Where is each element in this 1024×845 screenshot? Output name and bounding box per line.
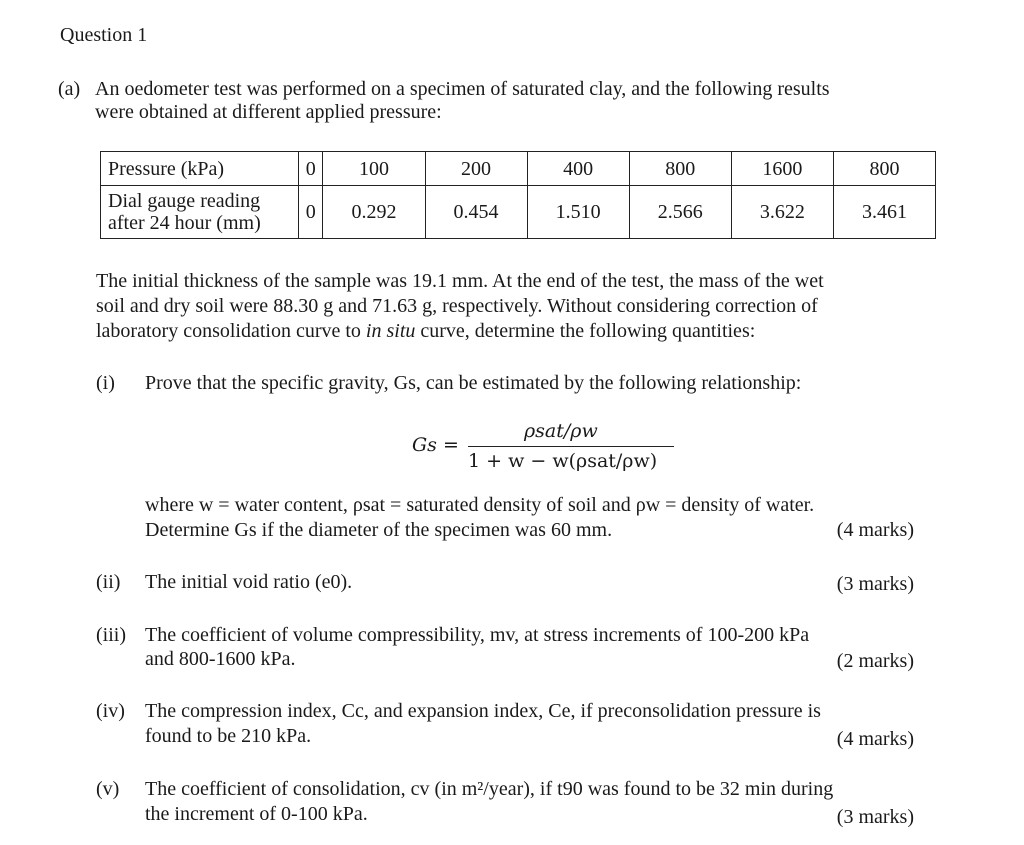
dial-reading-header-line-2: after 24 hour (mm): [108, 212, 261, 234]
part-label: (a): [58, 78, 81, 100]
dial-reading-header: [101, 186, 299, 239]
item-iii-line-2: and 800-1600 kPa.: [145, 648, 296, 670]
formula-denominator: 1 + w − w(ρsat/ρw): [468, 450, 658, 472]
item-iii-number: (iii): [96, 624, 126, 646]
item-iv-marks: (4 marks): [836, 728, 914, 750]
intro-line-1: An oedometer test was performed on a specimen of saturated clay, and the following results: [95, 78, 830, 100]
pressure-cell: 800: [833, 152, 935, 186]
item-i-number: (i): [96, 372, 115, 394]
paragraph-line-3-pre: laboratory consolidation curve to: [96, 320, 366, 342]
pressure-row: [101, 152, 936, 186]
intro-line-2: were obtained at different applied pressure:: [95, 101, 442, 123]
pressure-cell: 1600: [731, 152, 833, 186]
reading-cell: 1.510: [527, 186, 629, 239]
item-iv-number: (iv): [96, 700, 125, 722]
item-v-number: (v): [96, 778, 120, 800]
item-iv-line-2: found to be 210 kPa.: [145, 725, 312, 747]
pressure-cell: 100: [323, 152, 425, 186]
reading-cell: 3.461: [833, 186, 935, 239]
item-iii-line-1: The coefficient of volume compressibility, mv, at stress increments of 100-200 kPa: [145, 624, 810, 646]
reading-cell: 0.454: [425, 186, 527, 239]
item-i-where-line: where w = water content, ρsat = saturated density of soil and ρw = density of water.: [145, 494, 815, 516]
reading-cell: 3.622: [731, 186, 833, 239]
item-iii-marks: (2 marks): [836, 650, 914, 672]
item-v-marks: (3 marks): [836, 806, 914, 828]
reading-cell: 0.292: [323, 186, 425, 239]
paragraph-line-1: The initial thickness of the sample was 19.1 mm. At the end of the test, the mass of the wet: [96, 270, 824, 292]
pressure-cell: 800: [629, 152, 731, 186]
item-iv-line-1: The compression index, Cc, and expansion index, Ce, if preconsolidation pressure is: [145, 700, 821, 722]
dial-reading-row: [101, 186, 936, 239]
reading-cell: 0: [299, 186, 323, 239]
reading-cell: 2.566: [629, 186, 731, 239]
item-ii-number: (ii): [96, 571, 121, 593]
formula-numerator: ρsat/ρw: [524, 420, 598, 442]
item-i-line-3: Determine Gs if the diameter of the specimen was 60 mm.: [145, 519, 613, 541]
specific-gravity-formula: [412, 420, 672, 480]
item-i-line-1: Prove that the specific gravity, Gs, can be estimated by the following relationship:: [145, 372, 802, 394]
pressure-cell: 400: [527, 152, 629, 186]
fraction-bar: [468, 446, 674, 447]
formula-lhs: Gs =: [412, 434, 459, 456]
pressure-cell: 200: [425, 152, 527, 186]
oedometer-results-table: [100, 151, 936, 239]
paragraph-line-3-post: curve, determine the following quantities:: [415, 320, 756, 342]
dial-reading-header-line-1: Dial gauge reading: [108, 190, 261, 212]
paragraph-line-3-italic: in situ: [365, 320, 416, 342]
pressure-header: Pressure (kPa): [101, 152, 299, 186]
item-i-marks: (4 marks): [836, 519, 914, 541]
item-v-line-2: the increment of 0-100 kPa.: [145, 803, 368, 825]
item-v-line-1: The coefficient of consolidation, cv (in m²/year), if t90 was found to be 32 min during: [145, 778, 834, 800]
item-ii-marks: (3 marks): [836, 573, 914, 595]
pressure-cell: 0: [299, 152, 323, 186]
item-ii-line-1: The initial void ratio (e0).: [145, 571, 353, 593]
paragraph-line-3: [96, 319, 755, 343]
paragraph-line-2: soil and dry soil were 88.30 g and 71.63 g, respectively. Without considering correction of: [96, 295, 818, 317]
question-title: Question 1: [60, 24, 148, 46]
